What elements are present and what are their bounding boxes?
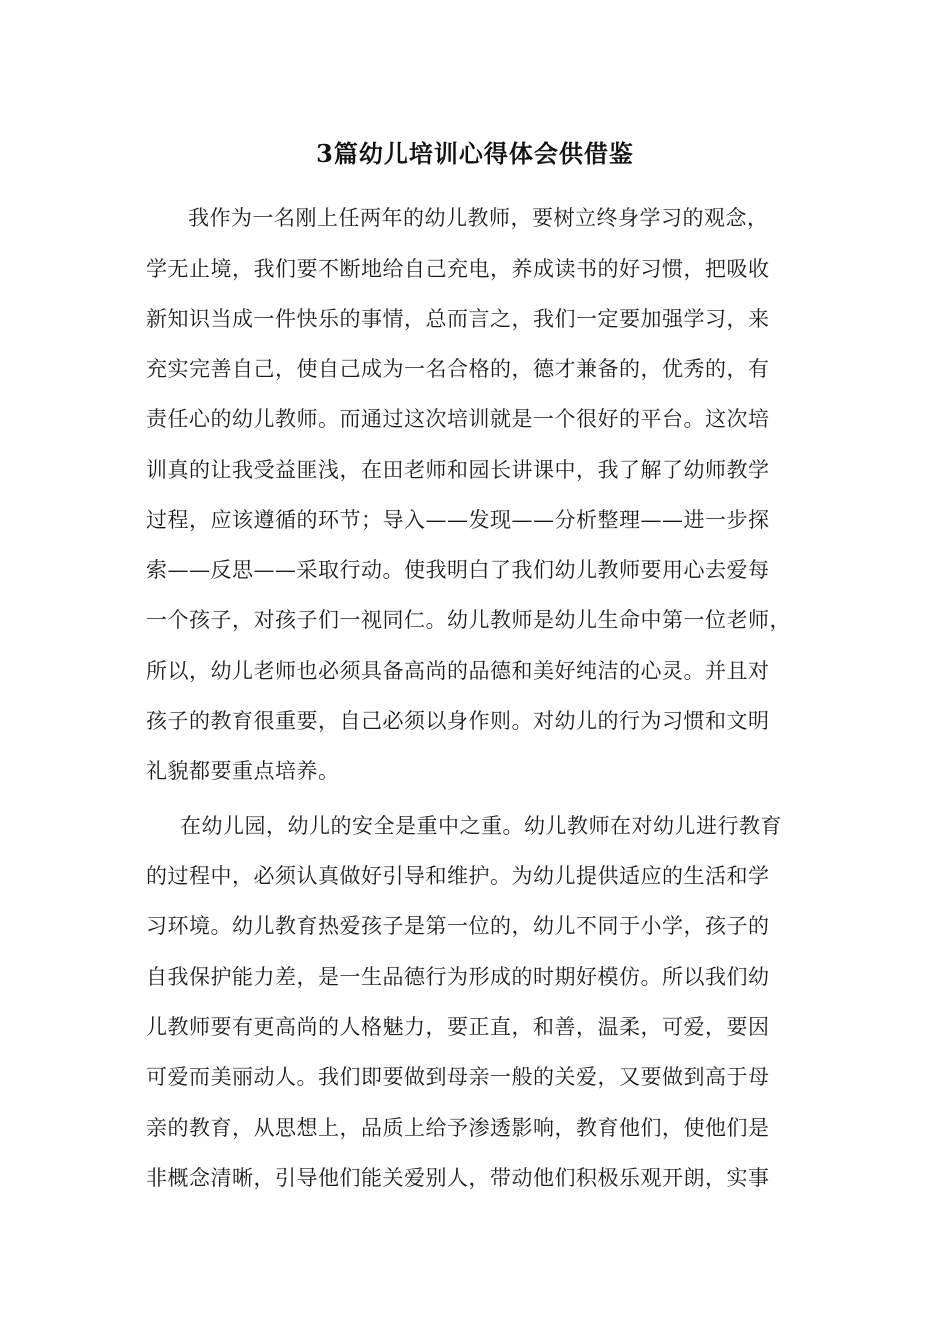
paragraph-1-line-7: 过程，应该遵循的环节；导入——发现——分析整理——进一步探 <box>146 508 770 532</box>
paragraph-2-line-7: 亲的教育，从思想上，品质上给予渗透影响，教育他们，使他们是 <box>146 1116 770 1140</box>
paragraph-1-line-10: 所以，幼儿老师也必须具备高尚的品德和美好纯洁的心灵。并且对 <box>146 659 770 683</box>
paragraph-1-line-1: 我作为一名刚上任两年的幼儿教师，要树立终身学习的观念， <box>188 206 769 230</box>
paragraph-1-line-9: 一个孩子，对孩子们一视同仁。幼儿教师是幼儿生命中第一位老师， <box>146 608 791 632</box>
paragraph-1-line-4: 充实完善自己，使自己成为一名合格的，德才兼备的，优秀的，有 <box>146 357 770 381</box>
paragraph-2-line-2: 的过程中，必须认真做好引导和维护。为幼儿提供适应的生活和学 <box>146 864 770 888</box>
paragraph-2-line-8: 非概念清晰，引导他们能关爱别人，带动他们积极乐观开朗，实事 <box>146 1166 770 1190</box>
paragraph-1-line-11: 孩子的教育很重要，自己必须以身作则。对幼儿的行为习惯和文明 <box>146 709 770 733</box>
paragraph-1-line-6: 训真的让我受益匪浅，在田老师和园长讲课中，我了解了幼师教学 <box>146 458 770 482</box>
paragraph-1-line-2: 学无止境，我们要不断地给自己充电，养成读书的好习惯，把吸收 <box>146 257 770 281</box>
paragraph-2-line-6: 可爱而美丽动人。我们即要做到母亲一般的关爱，又要做到高于母 <box>146 1065 770 1089</box>
paragraph-1-line-8: 索——反思——采取行动。使我明白了我们幼儿教师要用心去爱每 <box>146 558 770 582</box>
paragraph-1-line-5: 责任心的幼儿教师。而通过这次培训就是一个很好的平台。这次培 <box>146 407 770 431</box>
paragraph-1-line-3: 新知识当成一件快乐的事情，总而言之，我们一定要加强学习，来 <box>146 307 770 331</box>
paragraph-1-line-12: 礼貌都要重点培养。 <box>146 759 340 783</box>
document-title: 3篇幼儿培训心得体会供借鉴 <box>316 139 634 168</box>
paragraph-2-line-1: 在幼儿园，幼儿的安全是重中之重。幼儿教师在对幼儿进行教育 <box>180 814 782 838</box>
paragraph-2-line-4: 自我保护能力差，是一生品德行为形成的时期好模仿。所以我们幼 <box>146 965 770 989</box>
paragraph-2-line-5: 儿教师要有更高尚的人格魅力，要正直，和善，温柔，可爱，要因 <box>146 1015 770 1039</box>
paragraph-2-line-3: 习环境。幼儿教育热爱孩子是第一位的，幼儿不同于小学，孩子的 <box>146 914 770 938</box>
